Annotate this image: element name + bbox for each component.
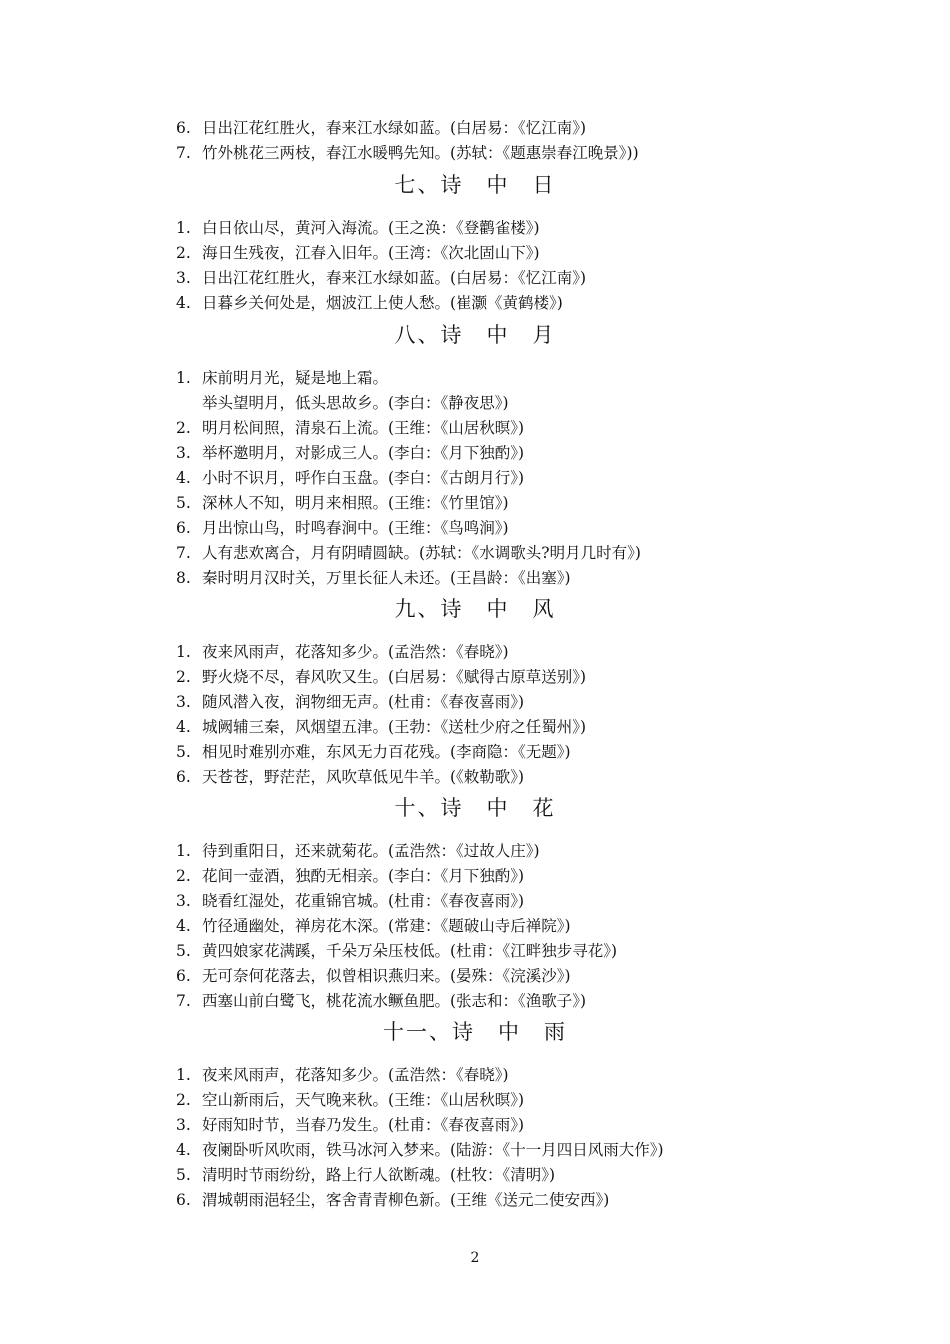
line-text: 海日生残夜，江春入旧年。(王湾：《次北固山下》) (202, 244, 540, 262)
poem-line (176, 293, 563, 313)
line-text: 夜阑卧听风吹雨，铁马冰河入梦来。(陆游：《十一月四日风雨大作》) (202, 1141, 664, 1159)
line-number: 7. (176, 992, 191, 1010)
line-number: 3. (176, 1116, 191, 1134)
line-text: 小时不识月，呼作白玉盘。(李白：《古朗月行》) (202, 469, 525, 487)
poem-line (176, 966, 571, 986)
poem-line (176, 742, 571, 762)
line-text: 清明时节雨纷纷，路上行人欲断魂。(杜牧：《清明》) (202, 1166, 556, 1184)
line-number: 2. (176, 419, 191, 437)
line-number: 1. (176, 369, 191, 387)
poem-line (176, 1165, 555, 1185)
line-text: 秦时明月汉时关，万里长征人未还。(王昌龄：《出塞》) (202, 569, 571, 587)
line-text: 无可奈何花落去，似曾相识燕归来。(晏殊：《浣溪沙》) (202, 967, 571, 985)
line-number: 4. (176, 917, 191, 935)
line-text: 竹外桃花三两枝，春江水暖鸭先知。(苏轼：《题惠崇春江晚景》)) (202, 144, 639, 162)
poem-line (176, 218, 540, 238)
line-number: 3. (176, 892, 191, 910)
line-text: 夜来风雨声，花落知多少。(孟浩然：《春晓》) (202, 1066, 509, 1084)
poem-line (176, 866, 524, 886)
poem-line (176, 543, 641, 563)
poem-line (176, 418, 524, 438)
line-number: 1. (176, 1066, 191, 1084)
line-number: 4. (176, 1141, 191, 1159)
line-text: 晓看红湿处，花重锦官城。(杜甫：《春夜喜雨》) (202, 892, 525, 910)
line-number: 3. (176, 693, 191, 711)
line-text: 野火烧不尽，春风吹又生。(白居易：《赋得古原草送别》) (202, 668, 587, 686)
poem-line (176, 841, 540, 861)
poem-line (176, 468, 524, 488)
poem-line (176, 243, 540, 263)
poem-line (176, 941, 617, 961)
poem-line (176, 891, 524, 911)
section-heading: 七、诗 中 日 (394, 173, 556, 197)
line-number: 5. (176, 743, 191, 761)
line-number: 6. (176, 519, 191, 537)
line-number: 6. (176, 967, 191, 985)
poem-line (176, 393, 509, 413)
line-number: 1. (176, 219, 191, 237)
line-text: 好雨知时节，当春乃发生。(杜甫：《春夜喜雨》) (202, 1116, 525, 1134)
poem-line (176, 493, 509, 513)
line-text: 花间一壶酒，独酌无相亲。(李白：《月下独酌》) (202, 867, 525, 885)
line-text: 天苍苍，野茫茫，风吹草低见牛羊。(《敕勒歌》) (202, 768, 525, 786)
poem-line (176, 916, 571, 936)
line-number: 5. (176, 942, 191, 960)
line-text: 日出江花红胜火，春来江水绿如蓝。(白居易：《忆江南》) (202, 119, 587, 137)
poem-line (176, 568, 571, 588)
poem-line (176, 143, 639, 163)
section-heading: 八、诗 中 月 (394, 323, 556, 347)
line-text: 明月松间照，清泉石上流。(王维：《山居秋暝》) (202, 419, 525, 437)
line-text: 床前明月光，疑是地上霜。 (202, 369, 389, 387)
line-number: 7. (176, 544, 191, 562)
poem-line (176, 118, 586, 138)
poem-line (176, 1140, 664, 1160)
line-number: 5. (176, 494, 191, 512)
line-number: 6. (176, 119, 191, 137)
section-heading: 十一、诗 中 雨 (383, 1020, 567, 1044)
line-text: 空山新雨后，天气晚来秋。(王维：《山居秋暝》) (202, 1091, 525, 1109)
line-number: 3. (176, 444, 191, 462)
line-number: 2. (176, 668, 191, 686)
line-number: 1. (176, 643, 191, 661)
line-text: 深林人不知，明月来相照。(王维：《竹里馆》) (202, 494, 509, 512)
line-number: 5. (176, 1166, 191, 1184)
line-text: 随风潜入夜，润物细无声。(杜甫：《春夜喜雨》) (202, 693, 525, 711)
poem-line (176, 1115, 524, 1135)
section-heading: 九、诗 中 风 (394, 597, 556, 621)
page-number: 2 (470, 1250, 480, 1266)
line-text: 日出江花红胜火，春来江水绿如蓝。(白居易：《忆江南》) (202, 269, 587, 287)
line-number: 2. (176, 244, 191, 262)
line-text: 西塞山前白鹭飞，桃花流水鳜鱼肥。(张志和：《渔歌子》) (202, 992, 587, 1010)
line-text: 竹径通幽处，禅房花木深。(常建：《题破山寺后禅院》) (202, 917, 571, 935)
line-number: 1. (176, 842, 191, 860)
poem-line (176, 443, 524, 463)
poem-line (176, 991, 586, 1011)
line-text: 渭城朝雨浥轻尘，客舍青青柳色新。(王维《送元二使安西》) (202, 1191, 610, 1209)
line-text: 白日依山尽，黄河入海流。(王之涣：《登鹳雀楼》) (202, 219, 540, 237)
poem-line (176, 642, 509, 662)
line-text: 夜来风雨声，花落知多少。(孟浩然：《春晓》) (202, 643, 509, 661)
line-text: 人有悲欢离合，月有阴晴圆缺。(苏轼：《水调歌头?明月几时有》) (202, 544, 641, 562)
line-number: 4. (176, 469, 191, 487)
poem-line (176, 667, 586, 687)
line-text: 待到重阳日，还来就菊花。(孟浩然：《过故人庄》) (202, 842, 540, 860)
line-number: 3. (176, 269, 191, 287)
poem-line (176, 1190, 609, 1210)
poem-line (176, 1065, 509, 1085)
poem-line (176, 717, 586, 737)
section-heading: 十、诗 中 花 (394, 796, 556, 820)
line-number: 8. (176, 569, 191, 587)
line-number: 2. (176, 867, 191, 885)
line-text: 城阙辅三秦，风烟望五津。(王勃：《送杜少府之任蜀州》) (202, 718, 587, 736)
line-text: 月出惊山鸟，时鸣春涧中。(王维：《鸟鸣涧》) (202, 519, 509, 537)
poem-line (176, 767, 524, 787)
poem-line (176, 1090, 524, 1110)
line-text: 相见时难别亦难，东风无力百花残。(李商隐：《无题》) (202, 743, 571, 761)
poem-line (176, 268, 586, 288)
line-number: 4. (176, 294, 191, 312)
line-number: 4. (176, 718, 191, 736)
line-text: 日暮乡关何处是，烟波江上使人愁。(崔灏《黄鹤楼》) (202, 294, 563, 312)
poem-line (176, 368, 388, 388)
poem-line (176, 692, 524, 712)
line-number: 2. (176, 1091, 191, 1109)
line-text: 黄四娘家花满蹊，千朵万朵压枝低。(杜甫：《江畔独步寻花》) (202, 942, 618, 960)
line-number: 6. (176, 1191, 191, 1209)
line-number: 7. (176, 144, 191, 162)
line-text: 举杯邀明月，对影成三人。(李白：《月下独酌》) (202, 444, 525, 462)
line-text: 举头望明月，低头思故乡。(李白：《静夜思》) (202, 394, 509, 412)
line-number: 6. (176, 768, 191, 786)
poem-line (176, 518, 509, 538)
